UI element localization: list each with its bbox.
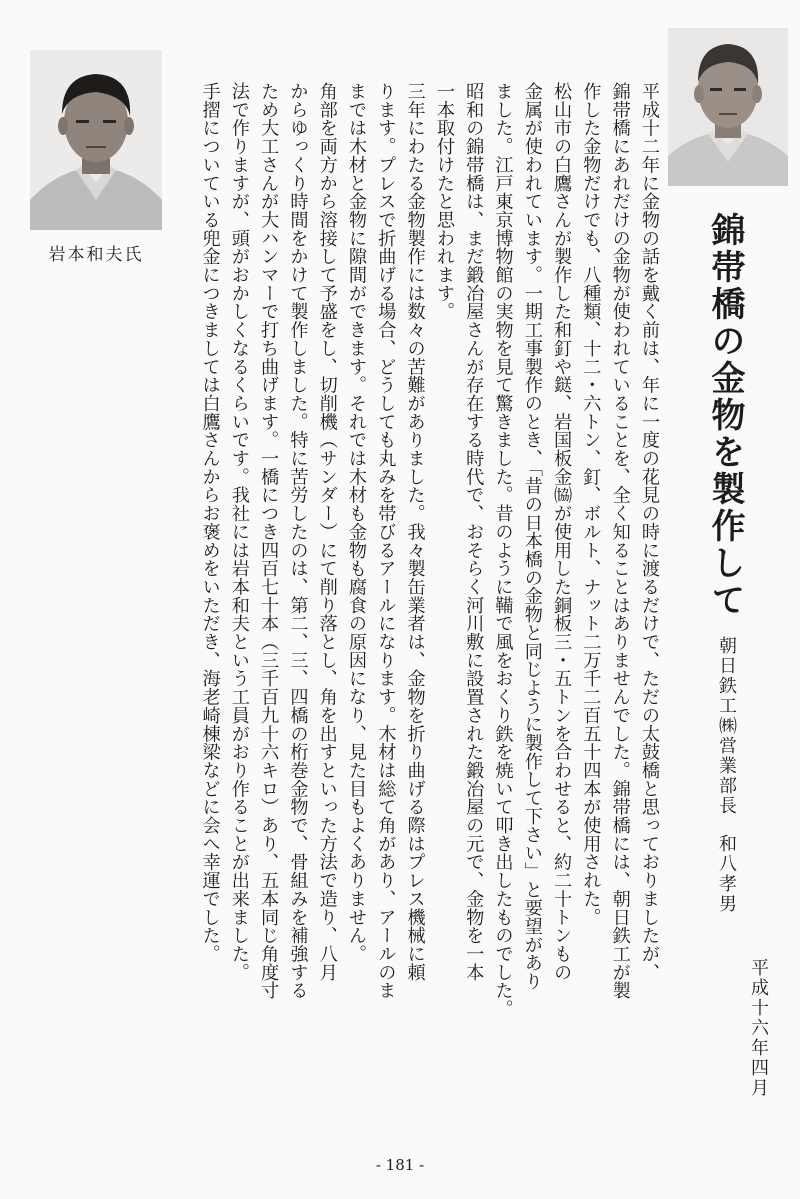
body-line: 昭和の錦帯橋は、まだ鍛冶屋さんが存在する時代で、おそらく河川敷に設置された鍛冶屋の元で、金物を一本 <box>463 82 485 982</box>
body-line: までは木材と金物に隙間ができます。それでは木材も金物も腐食の原因になり、見た目もよくありません。 <box>346 82 368 963</box>
body-line: 松山市の白鷹さんが製作した和釘や鎹、岩国板金㈿が使用した銅板三・五トンを合わせると、約二十トンもの <box>551 82 573 982</box>
body-line: 一本取付けたと思われます。 <box>433 82 455 321</box>
body-line: 角部を両方から溶接して予盛をし、切削機（サンダー）にて削り落とし、角を出すといった方法で造り、八月 <box>316 82 338 982</box>
body-line: 法で作りますが、頭がおかしくなるくらいです。我社には岩本和夫という工員がおり作ることが出来ました。 <box>228 82 250 982</box>
body-line: 三年にわたる金物製作には数々の苦難がありました。我々製缶業者は、金物を折り曲げる際はプレス機械に頼 <box>404 82 426 982</box>
page-number: - 181 - <box>375 1156 425 1174</box>
photo-caption: 岩本和夫氏 <box>48 245 144 265</box>
body-line: 手摺についている兜金につきましては白鷹さんからお褒めをいただき、海老崎棟梁などに会へ幸運でした。 <box>199 82 221 963</box>
body-line: ました。江戸東京博物館の実物を見て驚きました。昔のように鞴で風をおくり鉄を焼いて叩き出したものでした。 <box>492 82 514 1018</box>
article-title: 錦帯橋の金物を製作して <box>705 212 745 619</box>
author-affiliation: 朝日鉄工㈱営業部長 <box>716 636 737 816</box>
author-name: 和八孝男 <box>716 834 737 914</box>
body-line: ります。プレスで折曲げる場合、どうしても丸みを帯びるアールになります。木材は総て角があり、アールのま <box>375 82 397 1000</box>
article-date: 平成十六年四月 <box>748 958 769 1098</box>
body-line: 金属が使われています。一期工事製作のとき、「昔の日本橋の金物と同じように製作して下さい」と要望があり <box>521 82 543 991</box>
portrait-photo-right <box>668 28 788 186</box>
body-line: 作した金物だけでも、八種類、十二・六トン、釘、ボルト、ナット二万千二百五十四本が使用された。 <box>580 82 602 927</box>
body-line: 平成十二年に金物の話を戴く前は、年に一度の花見の時に渡るだけで、ただの太鼓橋と思っておりましたが、 <box>639 82 660 982</box>
portrait-photo-left <box>30 50 162 230</box>
article-body <box>195 82 664 1092</box>
author-block <box>708 636 744 914</box>
body-line: 錦帯橋にあれだけの金物が使われていることを、全く知ることはありませんでした。錦帯橋には、朝日鉄工が製 <box>609 82 631 1000</box>
body-line: からゆっくり時間をかけて製作しました。特に苦労したのは、第二、三、四橋の桁巻金物で、骨組みを補強する <box>287 82 309 1000</box>
body-line: ため大工さんが大ハンマーで打ち曲げます。一橋につき四百七十本（三千百九十六キロ）あり、五本同じ角度寸 <box>258 82 280 1000</box>
